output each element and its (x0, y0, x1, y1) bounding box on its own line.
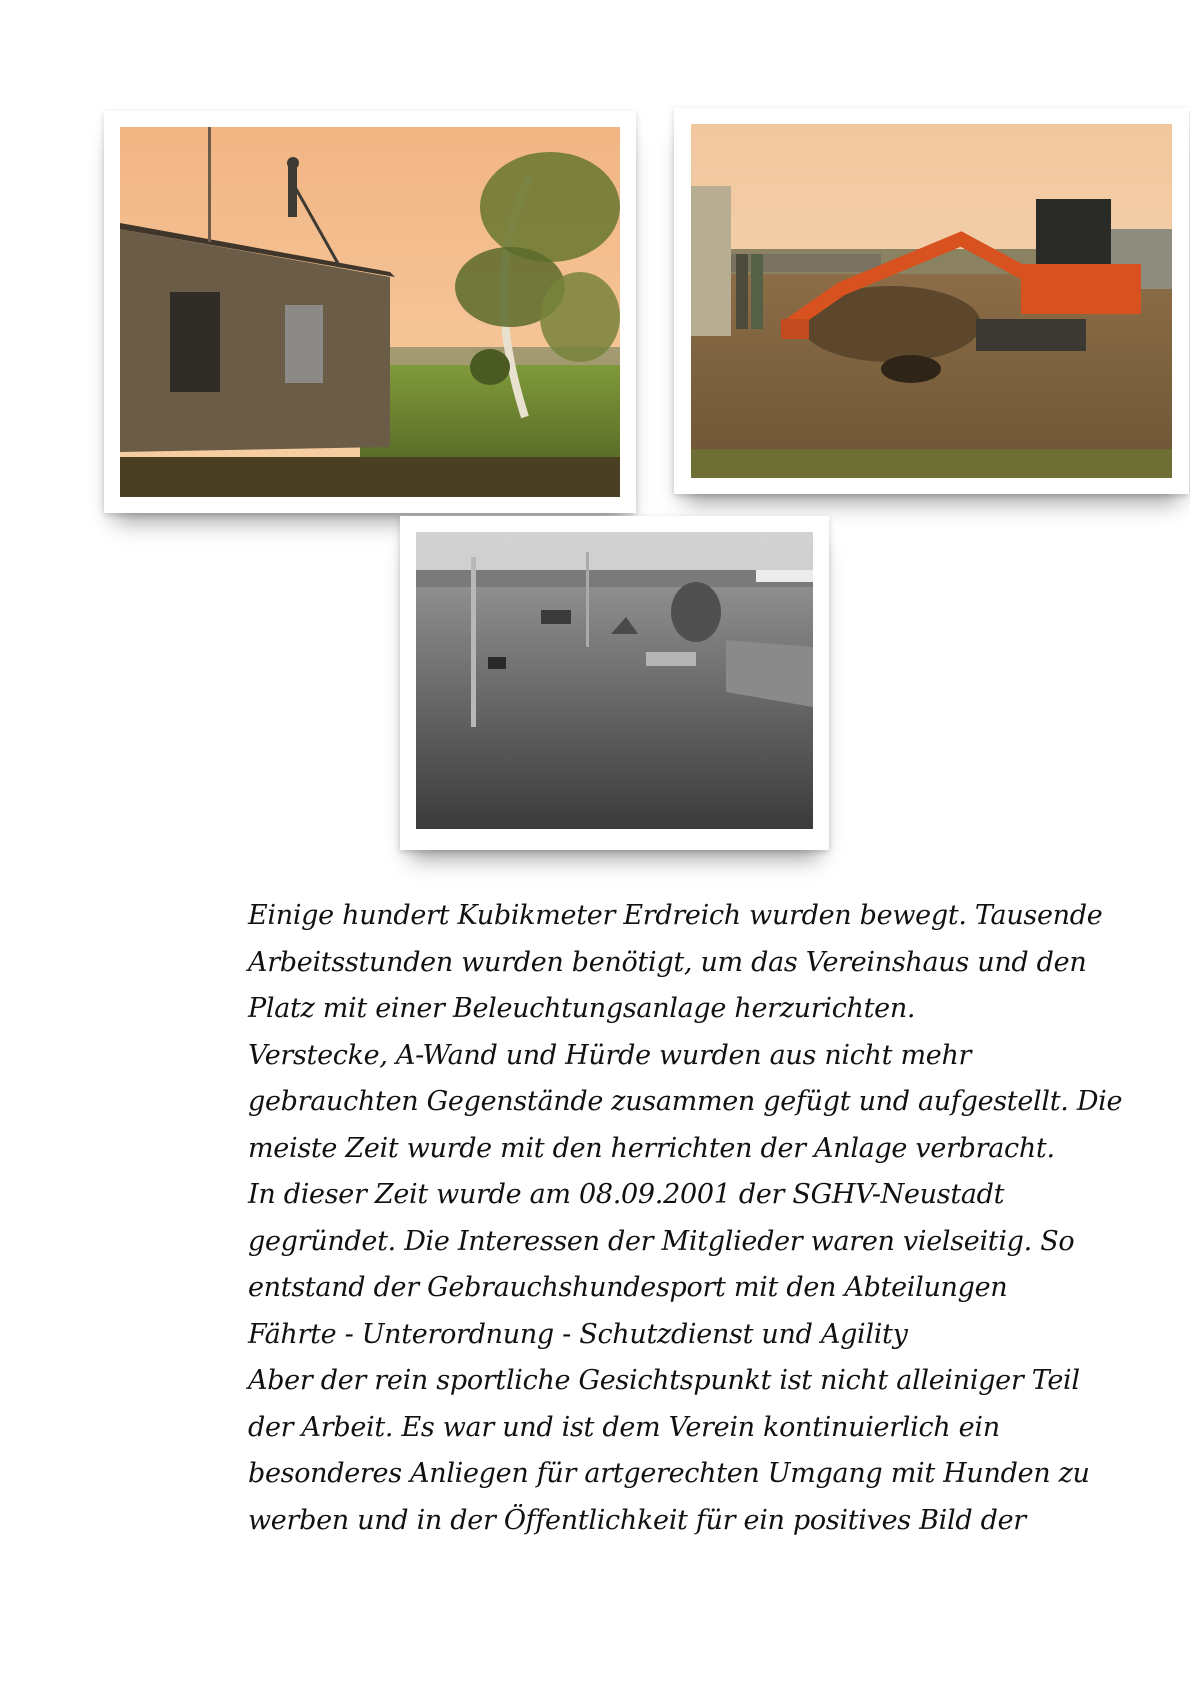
photo-frame-roof-work (104, 111, 636, 513)
text-line: Arbeitsstunden wurden benötigt, um das Vereinshaus und den (248, 946, 1087, 978)
body-text (248, 893, 1123, 1544)
text-line: Platz mit einer Beleuchtungsanlage herzurichten. (248, 993, 916, 1024)
text-line: Fährte - Unterordnung - Schutzdienst und Agility (248, 1318, 908, 1350)
photo-frame-excavator (674, 108, 1189, 494)
text-line: In dieser Zeit wurde am 08.09.2001 der SGHV-Neustadt (248, 1179, 1005, 1210)
text-line: besonderes Anliegen für artgerechten Umgang mit Hunden zu (248, 1458, 1090, 1489)
text-line: werben und in der Öffentlichkeit für ein positives Bild der (248, 1504, 1026, 1536)
text-line: Einige hundert Kubikmeter Erdreich wurden bewegt. Tausende (248, 900, 1103, 931)
text-line: gebrauchten Gegenstände zusammen gefügt und aufgestellt. Die (248, 1086, 1123, 1117)
text-line: meiste Zeit wurde mit den herrichten der Anlage verbracht. (248, 1132, 1055, 1164)
text-line: der Arbeit. Es war und ist dem Verein kontinuierlich ein (248, 1411, 1000, 1443)
photo-frame-training-ground (400, 516, 829, 850)
text-line: entstand der Gebrauchshundesport mit den Abteilungen (248, 1272, 1008, 1303)
photo-roof-work (120, 127, 620, 497)
text-line: Verstecke, A-Wand und Hürde wurden aus nicht mehr (248, 1039, 972, 1071)
text-line: Aber der rein sportliche Gesichtspunkt ist nicht alleiniger Teil (248, 1365, 1080, 1396)
photo-excavator (691, 124, 1172, 478)
photo-training-ground (416, 532, 813, 829)
text-line: gegründet. Die Interessen der Mitglieder waren vielseitig. So (248, 1225, 1075, 1257)
